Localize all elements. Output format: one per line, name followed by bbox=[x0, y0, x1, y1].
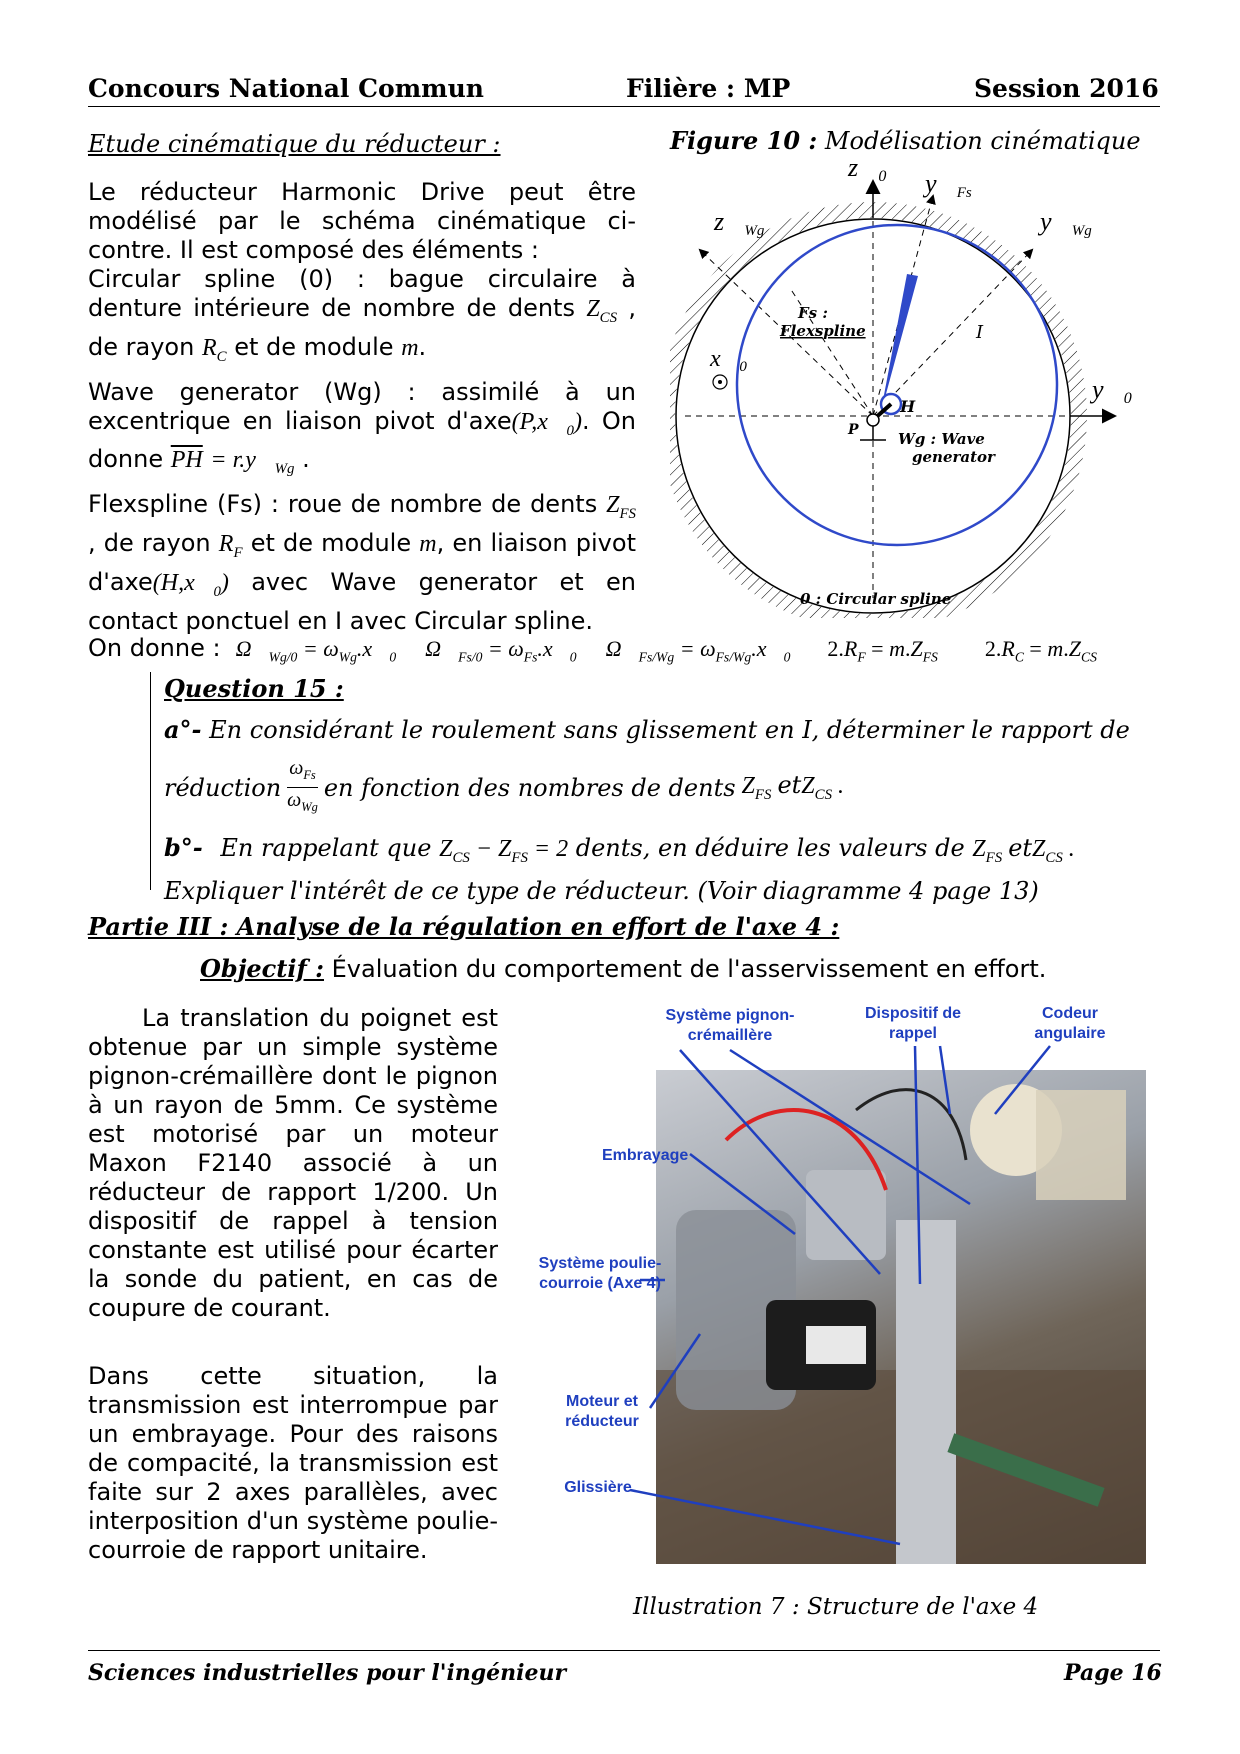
label-codeur: Codeur angulaire bbox=[1034, 1005, 1106, 1042]
section1-text bbox=[88, 178, 636, 636]
label-pignon: Système pignon-crémaillère bbox=[665, 1007, 795, 1044]
reduction-fraction: $\omega_{Fs}$ $\omega_{Wg}$ bbox=[287, 757, 318, 814]
part3-paragraph-2: Dans cette situation, la transmission est interrompue par un embrayage. Pour des raisons de compacité, la transmission est faite sur 2 axes parallèles, avec interposition d'un système poulie-courroie de rapport unitaire. bbox=[88, 1362, 498, 1564]
objective-line: Objectif : Évaluation du comportement de l'asservissement en effort. bbox=[200, 954, 1047, 983]
footer-page-number: Page 16 bbox=[1064, 1660, 1162, 1686]
header-left: Concours National Commun bbox=[88, 74, 484, 103]
header-center: Filière : MP bbox=[626, 74, 791, 103]
point-h-label: H bbox=[900, 397, 916, 416]
point-i-label: I bbox=[976, 322, 984, 343]
figure10-title: Figure 10 : Modélisation cinématique bbox=[670, 126, 1141, 155]
question-bar bbox=[150, 672, 155, 890]
illustration-leader-lines bbox=[530, 1004, 1160, 1574]
question15-b-line2: Expliquer l'intérêt de ce type de réducteur. (Voir diagramme 4 page 13) bbox=[164, 876, 1039, 905]
svg-text:y⃗Wg: y⃗Wg bbox=[1040, 207, 1092, 239]
circular-spline-paragraph: Circular spline (0) : bague circulaire à denture intérieure de nombre de dents $Z_{CS}$ , de rayon $R_C$ et de module m. bbox=[88, 265, 636, 365]
section-title-cinematique: Etude cinématique du réducteur : bbox=[88, 130, 501, 158]
intro-paragraph: Le réducteur Harmonic Drive peut être modélisé par le schéma cinématique ci-contre. Il est composé des éléments : bbox=[88, 178, 636, 264]
question15-block bbox=[164, 674, 1154, 905]
header-rule bbox=[88, 106, 1160, 107]
label-glissiere: Glissière bbox=[564, 1479, 632, 1496]
figure10-kinematic-diagram bbox=[670, 158, 1140, 618]
pivot-p bbox=[867, 414, 879, 426]
illustration7-caption: Illustration 7 : Structure de l'axe 4 bbox=[633, 1594, 1039, 1620]
part3-title: Partie III : Analyse de la régulation en effort de l'axe 4 : bbox=[88, 912, 840, 941]
label-rappel: Dispositif de rappel bbox=[865, 1005, 962, 1042]
given-line: On donne : $\Omega⃗_{Wg/0}$ = $\omega_{Wg}.x⃗_0$ $\Omega⃗_{Fs/0}$ = $\omega_{Fs}.x⃗_0$ $\Omega⃗_{Fs/Wg}$ = $\omega_{Fs/Wg}.x⃗_0$ $2.R_F = m.Z_{FS}$ $2.R_C = m.Z_{CS}$ bbox=[88, 634, 1097, 665]
part3-paragraph-1: La translation du poignet est obtenue par un simple système pignon-crémaillère dont le pignon à un rayon de 5mm. Ce système est motorisé par un moteur Maxon F2140 associé à un réducteur de rapport 1/200. Un dispositif de rappel à tension constante est utilisé pour écarter la sonde du patient, en cas de coupure de courant. bbox=[88, 1004, 498, 1322]
wave-generator-paragraph: Wave generator (Wg) : assimilé à un excentrique en liaison pivot $d'axe(P,x⃗_0)$. On donne $\overline{PH}$ = $r.y⃗_{Wg}$ . bbox=[88, 377, 636, 478]
wg-label-1: Wg : Wave bbox=[898, 430, 985, 448]
header-right: Session 2016 bbox=[974, 74, 1159, 103]
illustration7 bbox=[530, 1004, 1160, 1620]
cs-label: 0 : Circular spline bbox=[800, 590, 952, 608]
svg-text:x⃗0: $x⃗_0$ bbox=[710, 346, 747, 375]
label-embrayage: Embrayage bbox=[602, 1147, 689, 1164]
fs-label-2: Flexspline bbox=[780, 322, 866, 340]
footer-rule bbox=[88, 1650, 1160, 1651]
flexspline-paragraph: Flexspline (Fs) : roue de nombre de dents $Z_{FS}$ , de rayon $R_F$ et de module m, en liaison pivot $d'axe(H,x⃗_0)$ avec Wave generator et en contact ponctuel en I avec Circular spline. bbox=[88, 490, 636, 635]
label-moteur: Moteur et réducteur bbox=[565, 1393, 639, 1430]
question15-b: b°- En rappelant que $Z_{CS} - Z_{FS} = 2$ dents, en déduire les valeurs de $Z_{FS}$ etZ$_{CS}$ . bbox=[164, 833, 1075, 866]
svg-text:z⃗0: z⃗0 bbox=[848, 158, 887, 185]
fs-label-1: Fs : bbox=[798, 304, 828, 322]
question15-a: a°- En considérant le roulement sans glissement en I, déterminer le rapport de bbox=[164, 715, 1130, 744]
point-p-label: P bbox=[848, 422, 859, 438]
svg-text:y⃗0: y⃗0 bbox=[1092, 375, 1132, 407]
label-poulie: Système poulie-courroie (Axe 4) bbox=[538, 1255, 662, 1292]
svg-text:y⃗Fs: y⃗Fs bbox=[925, 169, 972, 201]
question15-a-line2: réduction $\omega_{Fs}$ $\omega_{Wg}$ en fonction des nombres de dents $Z_{FS}$ etZ$_{CS}$ . bbox=[164, 756, 1154, 819]
svg-text:z⃗Wg: z⃗Wg bbox=[714, 207, 765, 239]
footer-left: Sciences industrielles pour l'ingénieur bbox=[88, 1660, 567, 1686]
wg-label-2: generator bbox=[912, 448, 995, 466]
question15-title: Question 15 : bbox=[164, 674, 344, 703]
